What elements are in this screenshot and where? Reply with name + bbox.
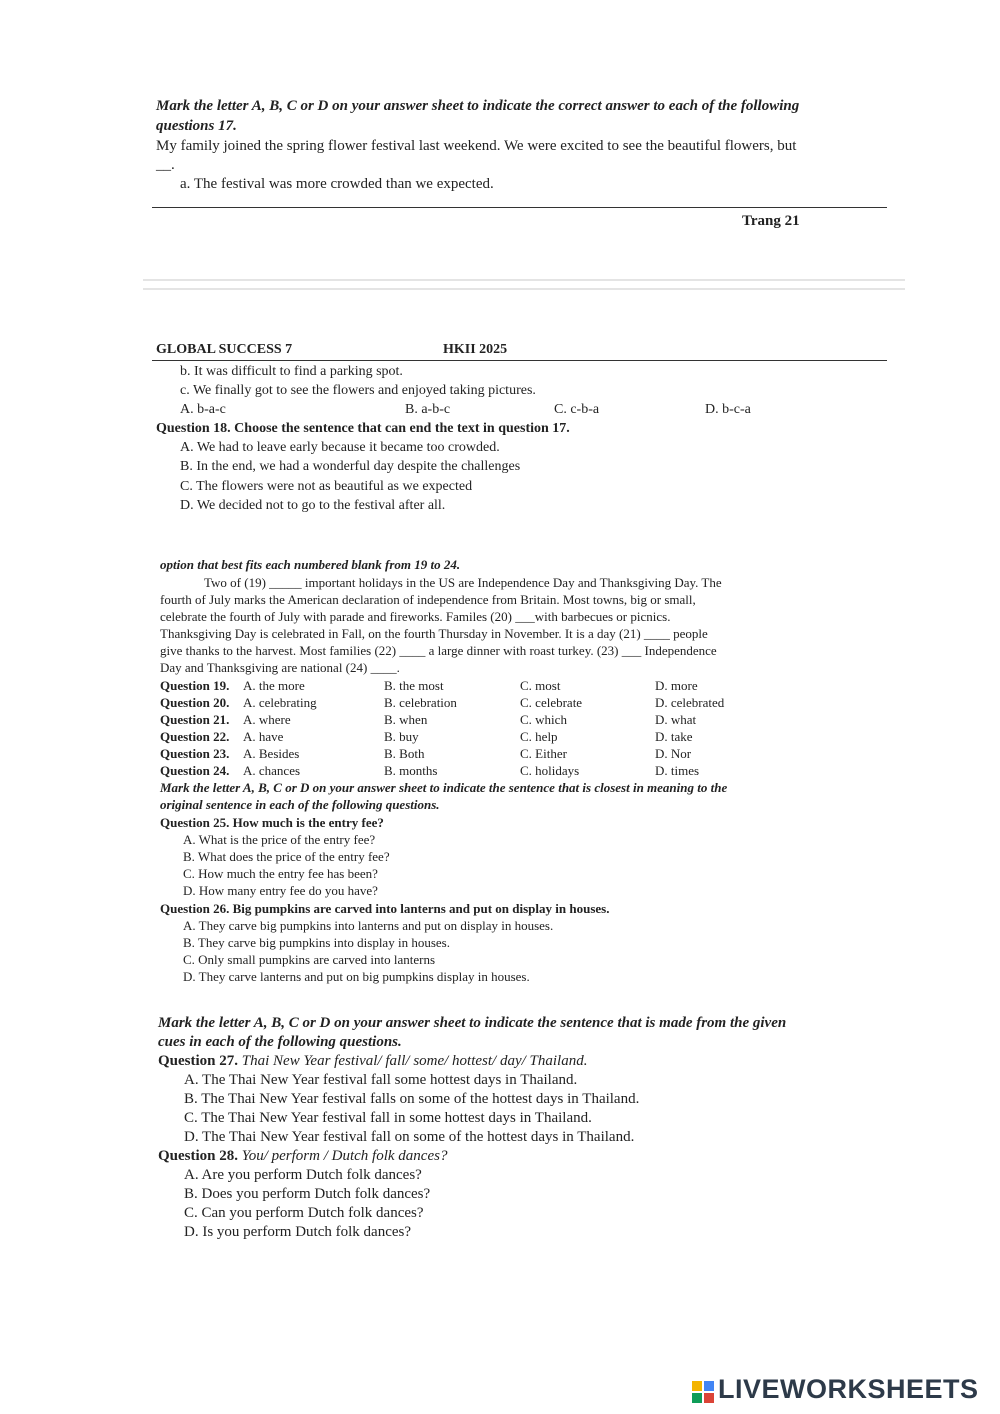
q19-option-d[interactable]: D. more — [655, 678, 698, 693]
q21-label: Question 21. — [160, 712, 230, 727]
q26-option-c[interactable]: C. Only small pumpkins are carved into lanterns — [183, 952, 436, 967]
brand-name: LIVEWORKSHEETS — [718, 1374, 979, 1404]
q20-option-c[interactable]: C. celebrate — [520, 695, 583, 710]
q17-option-b: b. It was difficult to find a parking spot. — [180, 364, 403, 379]
cloze-instruction: option that best fits each numbered blank from 19 to 24. — [160, 557, 461, 572]
passage-blank: __. — [156, 157, 175, 173]
q18-option-c[interactable]: C. The flowers were not as beautiful as we expected — [180, 479, 473, 494]
q20-label: Question 20. — [160, 695, 230, 710]
q25-option-b[interactable]: B. What does the price of the entry fee? — [183, 849, 390, 864]
q17-answer-d[interactable]: D. b-c-a — [705, 402, 751, 417]
q17-option-a: a. The festival was more crowded than we expected. — [180, 176, 494, 192]
q26-option-d[interactable]: D. They carve lanterns and put on big pumpkins display in houses. — [183, 969, 530, 984]
q25-option-a[interactable]: A. What is the price of the entry fee? — [183, 832, 376, 847]
logo-mark-icon — [692, 1381, 714, 1403]
q18-option-d[interactable]: D. We decided not to go to the festival after all. — [180, 498, 446, 513]
q23-label: Question 23. — [160, 746, 230, 761]
q23-option-d[interactable]: D. Nor — [655, 746, 692, 761]
header-left: GLOBAL SUCCESS 7 — [156, 342, 293, 357]
q23-option-b[interactable]: B. Both — [384, 746, 425, 761]
header-right: HKII 2025 — [443, 342, 508, 357]
q18-option-a[interactable]: A. We had to leave early because it became too crowded. — [180, 440, 500, 455]
q28-option-d[interactable]: D. Is you perform Dutch folk dances? — [184, 1224, 412, 1240]
q22-option-d[interactable]: D. take — [655, 729, 693, 744]
cues-instruction-cont: cues in each of the following questions. — [158, 1034, 402, 1050]
q21-option-b[interactable]: B. when — [384, 712, 428, 727]
q19-label: Question 19. — [160, 678, 230, 693]
q19-option-a[interactable]: A. the more — [243, 678, 305, 693]
q26-title: Question 26. Big pumpkins are carved into lanterns and put on display in houses. — [160, 901, 610, 916]
q18-option-b[interactable]: B. In the end, we had a wonderful day despite the challenges — [180, 459, 521, 474]
meaning-instruction: Mark the letter A, B, C or D on your answer sheet to indicate the sentence that is closest in meaning to the — [160, 780, 728, 795]
q24-option-c[interactable]: C. holidays — [520, 763, 580, 778]
q20-option-a[interactable]: A. celebrating — [243, 695, 317, 710]
q28-cue: You/ perform / Dutch folk dances? — [241, 1148, 448, 1164]
q25-option-c[interactable]: C. How much the entry fee has been? — [183, 866, 378, 881]
q25-option-d[interactable]: D. How many entry fee do you have? — [183, 883, 378, 898]
q23-option-a[interactable]: A. Besides — [243, 746, 300, 761]
q17-answer-b[interactable]: B. a-b-c — [405, 402, 451, 417]
q17-answer-a[interactable]: A. b-a-c — [180, 402, 226, 417]
page-divider — [152, 207, 887, 208]
q19-option-b[interactable]: B. the most — [384, 678, 444, 693]
q27-cue: Thai New Year festival/ fall/ some/ hottest/ day/ Thailand. — [241, 1053, 588, 1069]
instruction-q17: Mark the letter A, B, C or D on your answer sheet to indicate the correct answer to each of the following — [156, 98, 800, 114]
cloze-line-2: fourth of July marks the American declaration of independence from Britain. Most towns, big or small, — [160, 592, 696, 607]
q24-option-a[interactable]: A. chances — [243, 763, 301, 778]
q22-label: Question 22. — [160, 729, 230, 744]
q28-label: Question 28. — [158, 1148, 239, 1164]
q27-prompt — [158, 1053, 587, 1070]
q28-option-c[interactable]: C. Can you perform Dutch folk dances? — [184, 1205, 424, 1221]
q25-title: Question 25. How much is the entry fee? — [160, 815, 384, 830]
cloze-line-5: give thanks to the harvest. Most families (22) ____ a large dinner with roast turkey. (23) ___ Independence — [160, 643, 717, 658]
page-gap-rule-top — [143, 279, 905, 281]
q21-option-d[interactable]: D. what — [655, 712, 697, 727]
q27-label: Question 27. — [158, 1053, 239, 1069]
q17-answer-c[interactable]: C. c-b-a — [554, 402, 600, 417]
q22-option-b[interactable]: B. buy — [384, 729, 419, 744]
q21-option-a[interactable]: A. where — [243, 712, 291, 727]
instruction-q17-cont: questions 17. — [156, 118, 237, 134]
q27-option-c[interactable]: C. The Thai New Year festival fall in some hottest days in Thailand. — [184, 1110, 592, 1126]
q22-option-c[interactable]: C. help — [520, 729, 558, 744]
q27-option-b[interactable]: B. The Thai New Year festival falls on some of the hottest days in Thailand. — [184, 1091, 640, 1107]
q21-option-c[interactable]: C. which — [520, 712, 567, 727]
meaning-instruction-cont: original sentence in each of the following questions. — [160, 797, 440, 812]
q24-option-b[interactable]: B. months — [384, 763, 438, 778]
q19-option-c[interactable]: C. most — [520, 678, 561, 693]
q23-option-c[interactable]: C. Either — [520, 746, 567, 761]
q18-title: Question 18. Choose the sentence that can end the text in question 17. — [156, 421, 570, 436]
q26-option-a[interactable]: A. They carve big pumpkins into lanterns and put on display in houses. — [183, 918, 554, 933]
q17-option-c: c. We finally got to see the flowers and enjoyed taking pictures. — [180, 383, 536, 398]
cloze-line-1: Two of (19) _____ important holidays in the US are Independence Day and Thanksgiving Day. The — [204, 575, 722, 590]
q28-option-b[interactable]: B. Does you perform Dutch folk dances? — [184, 1186, 431, 1202]
q20-option-b[interactable]: B. celebration — [384, 695, 457, 710]
q27-option-a[interactable]: A. The Thai New Year festival fall some hottest days in Thailand. — [184, 1072, 578, 1088]
q24-label: Question 24. — [160, 763, 230, 778]
cloze-line-6: Day and Thanksgiving are national (24) ____. — [160, 660, 400, 675]
q26-option-b[interactable]: B. They carve big pumpkins into display in houses. — [183, 935, 450, 950]
q27-option-d[interactable]: D. The Thai New Year festival fall on some of the hottest days in Thailand. — [184, 1129, 635, 1145]
q22-option-a[interactable]: A. have — [243, 729, 284, 744]
page-number: Trang 21 — [742, 213, 800, 229]
passage-line: My family joined the spring flower festival last weekend. We were excited to see the beautiful flowers, but — [156, 138, 797, 154]
page-gap-rule-bottom — [143, 288, 905, 290]
q20-option-d[interactable]: D. celebrated — [655, 695, 725, 710]
cues-instruction: Mark the letter A, B, C or D on your answer sheet to indicate the sentence that is made from the given — [158, 1015, 787, 1031]
cloze-line-3: celebrate the fourth of July with parade and fireworks. Familes (20) ___with barbecues or picnics. — [160, 609, 671, 624]
header-rule — [152, 360, 887, 361]
cloze-line-4: Thanksgiving Day is celebrated in Fall, on the fourth Thursday in November. It is a day (21) ____ people — [160, 626, 708, 641]
q28-option-a[interactable]: A. Are you perform Dutch folk dances? — [184, 1167, 422, 1183]
q28-prompt — [158, 1148, 447, 1165]
q24-option-d[interactable]: D. times — [655, 763, 700, 778]
